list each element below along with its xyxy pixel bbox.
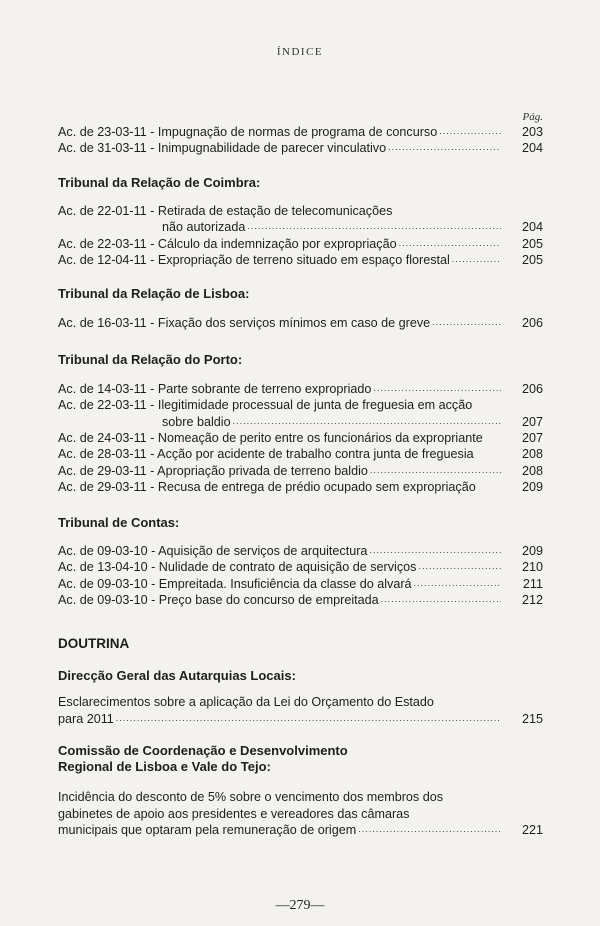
entry-page: 206 [521, 316, 543, 331]
dot-leader [369, 548, 501, 556]
section-heading-lisboa: Tribunal da Relação de Lisboa: [58, 286, 250, 302]
index-entry [58, 592, 543, 608]
entry-text: Ac. de 14-03-11 - Parte sobrante de terreno expropriado [58, 381, 372, 396]
dot-leader [439, 129, 501, 137]
entry-page: 210 [521, 560, 543, 575]
index-entry [58, 203, 543, 236]
index-content [58, 124, 543, 838]
entry-text: Ac. de 29-03-11 - Recusa de entrega de prédio ocupado sem expropriação [58, 480, 476, 495]
dot-leader [414, 581, 501, 589]
entry-text: Ac. de 29-03-11 - Apropriação privada de terreno baldio [58, 463, 368, 478]
entry-page: 205 [521, 253, 543, 268]
index-entry [58, 789, 543, 838]
index-entry [58, 124, 543, 140]
heading-line: Comissão de Coordenação e Desenvolvimento [58, 743, 348, 759]
index-entry [58, 479, 543, 495]
entry-page: 209 [521, 480, 543, 495]
index-entry [58, 315, 543, 331]
entry-text: Ac. de 24-03-11 - Nomeação de perito entre os funcionários da expropriante [58, 431, 483, 446]
index-entry [58, 576, 543, 592]
index-entry [58, 236, 543, 252]
entry-page: 207 [521, 414, 543, 429]
entry-text: Ac. de 16-03-11 - Fixação dos serviços mínimos em caso de greve [58, 316, 431, 331]
dot-leader [116, 716, 501, 724]
section-heading-contas: Tribunal de Contas: [58, 514, 180, 530]
entry-text: Ac. de 28-03-11 - Acção por acidente de trabalho contra junta de freguesia [58, 447, 474, 462]
entry-page: 221 [521, 822, 543, 837]
section-heading-porto: Tribunal da Relação do Porto: [58, 351, 243, 367]
dot-leader [452, 257, 501, 265]
entry-text-continuation: não autorizada [162, 220, 246, 235]
dot-leader [399, 241, 501, 249]
entry-text: Ac. de 09-03-10 - Empreitada. Insuficiência da classe do alvará [58, 576, 412, 591]
entry-text-continuation: gabinetes de apoio aos presidentes e vereadores das câmaras [58, 806, 410, 821]
section-heading-coimbra: Tribunal da Relação de Coimbra: [58, 174, 261, 190]
entry-text: Ac. de 31-03-11 - Inimpugnabilidade de parecer vinculativo [58, 141, 387, 156]
entry-text: Ac. de 22-03-11 - Cálculo da indemnização por expropriação [58, 236, 397, 251]
heading-line: Regional de Lisboa e Vale do Tejo: [58, 759, 271, 775]
entry-page: 204 [521, 220, 543, 235]
entry-page: 206 [521, 381, 543, 396]
index-entry [58, 381, 543, 397]
entry-page: 204 [521, 141, 543, 156]
dot-leader [418, 565, 501, 573]
entry-page: 208 [521, 463, 543, 478]
entry-text-continuation: para 2011 [58, 711, 114, 726]
dot-leader [233, 419, 501, 427]
dot-leader [432, 321, 501, 329]
entry-text: Esclarecimentos sobre a aplicação da Lei do Orçamento do Estado [58, 695, 434, 710]
entry-text: Ac. de 12-04-11 - Expropriação de terreno situado em espaço florestal [58, 253, 450, 268]
entry-text: Ac. de 09-03-10 - Preço base do concurso de empreitada [58, 592, 379, 607]
entry-page: 209 [521, 543, 543, 558]
index-entry [58, 252, 543, 268]
entry-text: Ac. de 23-03-11 - Impugnação de normas de programa de concurso [58, 125, 438, 139]
page-column-label: Pág. [522, 111, 543, 123]
entry-page: 212 [521, 592, 543, 607]
index-entry [58, 463, 543, 479]
running-head: ÍNDICE [276, 46, 324, 58]
entry-page: 205 [521, 236, 543, 251]
entry-text: Ac. de 22-01-11 - Retirada de estação de telecomunicações [58, 203, 393, 218]
entry-text: Ac. de 22-03-11 - Ilegitimidade processual de junta de freguesia em acção [58, 398, 473, 413]
index-entry [58, 397, 543, 430]
index-entry [58, 559, 543, 575]
entry-text: Ac. de 09-03-10 - Aquisição de serviços de arquitectura [58, 543, 368, 558]
entry-page: 207 [521, 431, 543, 446]
subsection-heading-ccdr [58, 743, 543, 775]
dot-leader [373, 386, 501, 394]
entry-text-continuation: municipais que optaram pela remuneração de origem [58, 822, 357, 837]
section-heading-doutrina: DOUTRINA [58, 636, 130, 652]
dot-leader [358, 827, 501, 835]
entry-text: Ac. de 13-04-10 - Nulidade de contrato de aquisição de serviços [58, 560, 417, 575]
entry-page: 208 [521, 447, 543, 462]
subsection-heading-dgal: Direcção Geral das Autarquias Locais: [58, 668, 296, 684]
entry-text: Incidência do desconto de 5% sobre o vencimento dos membros dos [58, 790, 444, 805]
dot-leader [370, 468, 501, 476]
entry-page: 211 [522, 576, 543, 591]
index-entry [58, 543, 543, 559]
entry-text-continuation: sobre baldio [162, 414, 231, 429]
dot-leader [247, 225, 501, 233]
index-entry [58, 694, 543, 727]
dot-leader [381, 597, 501, 605]
index-entry [58, 446, 543, 462]
entry-page: 203 [521, 125, 543, 139]
dot-leader [388, 146, 501, 154]
index-entry [58, 140, 543, 156]
page-number: —279— [275, 898, 325, 913]
entry-page: 215 [521, 711, 543, 726]
index-entry [58, 430, 543, 446]
